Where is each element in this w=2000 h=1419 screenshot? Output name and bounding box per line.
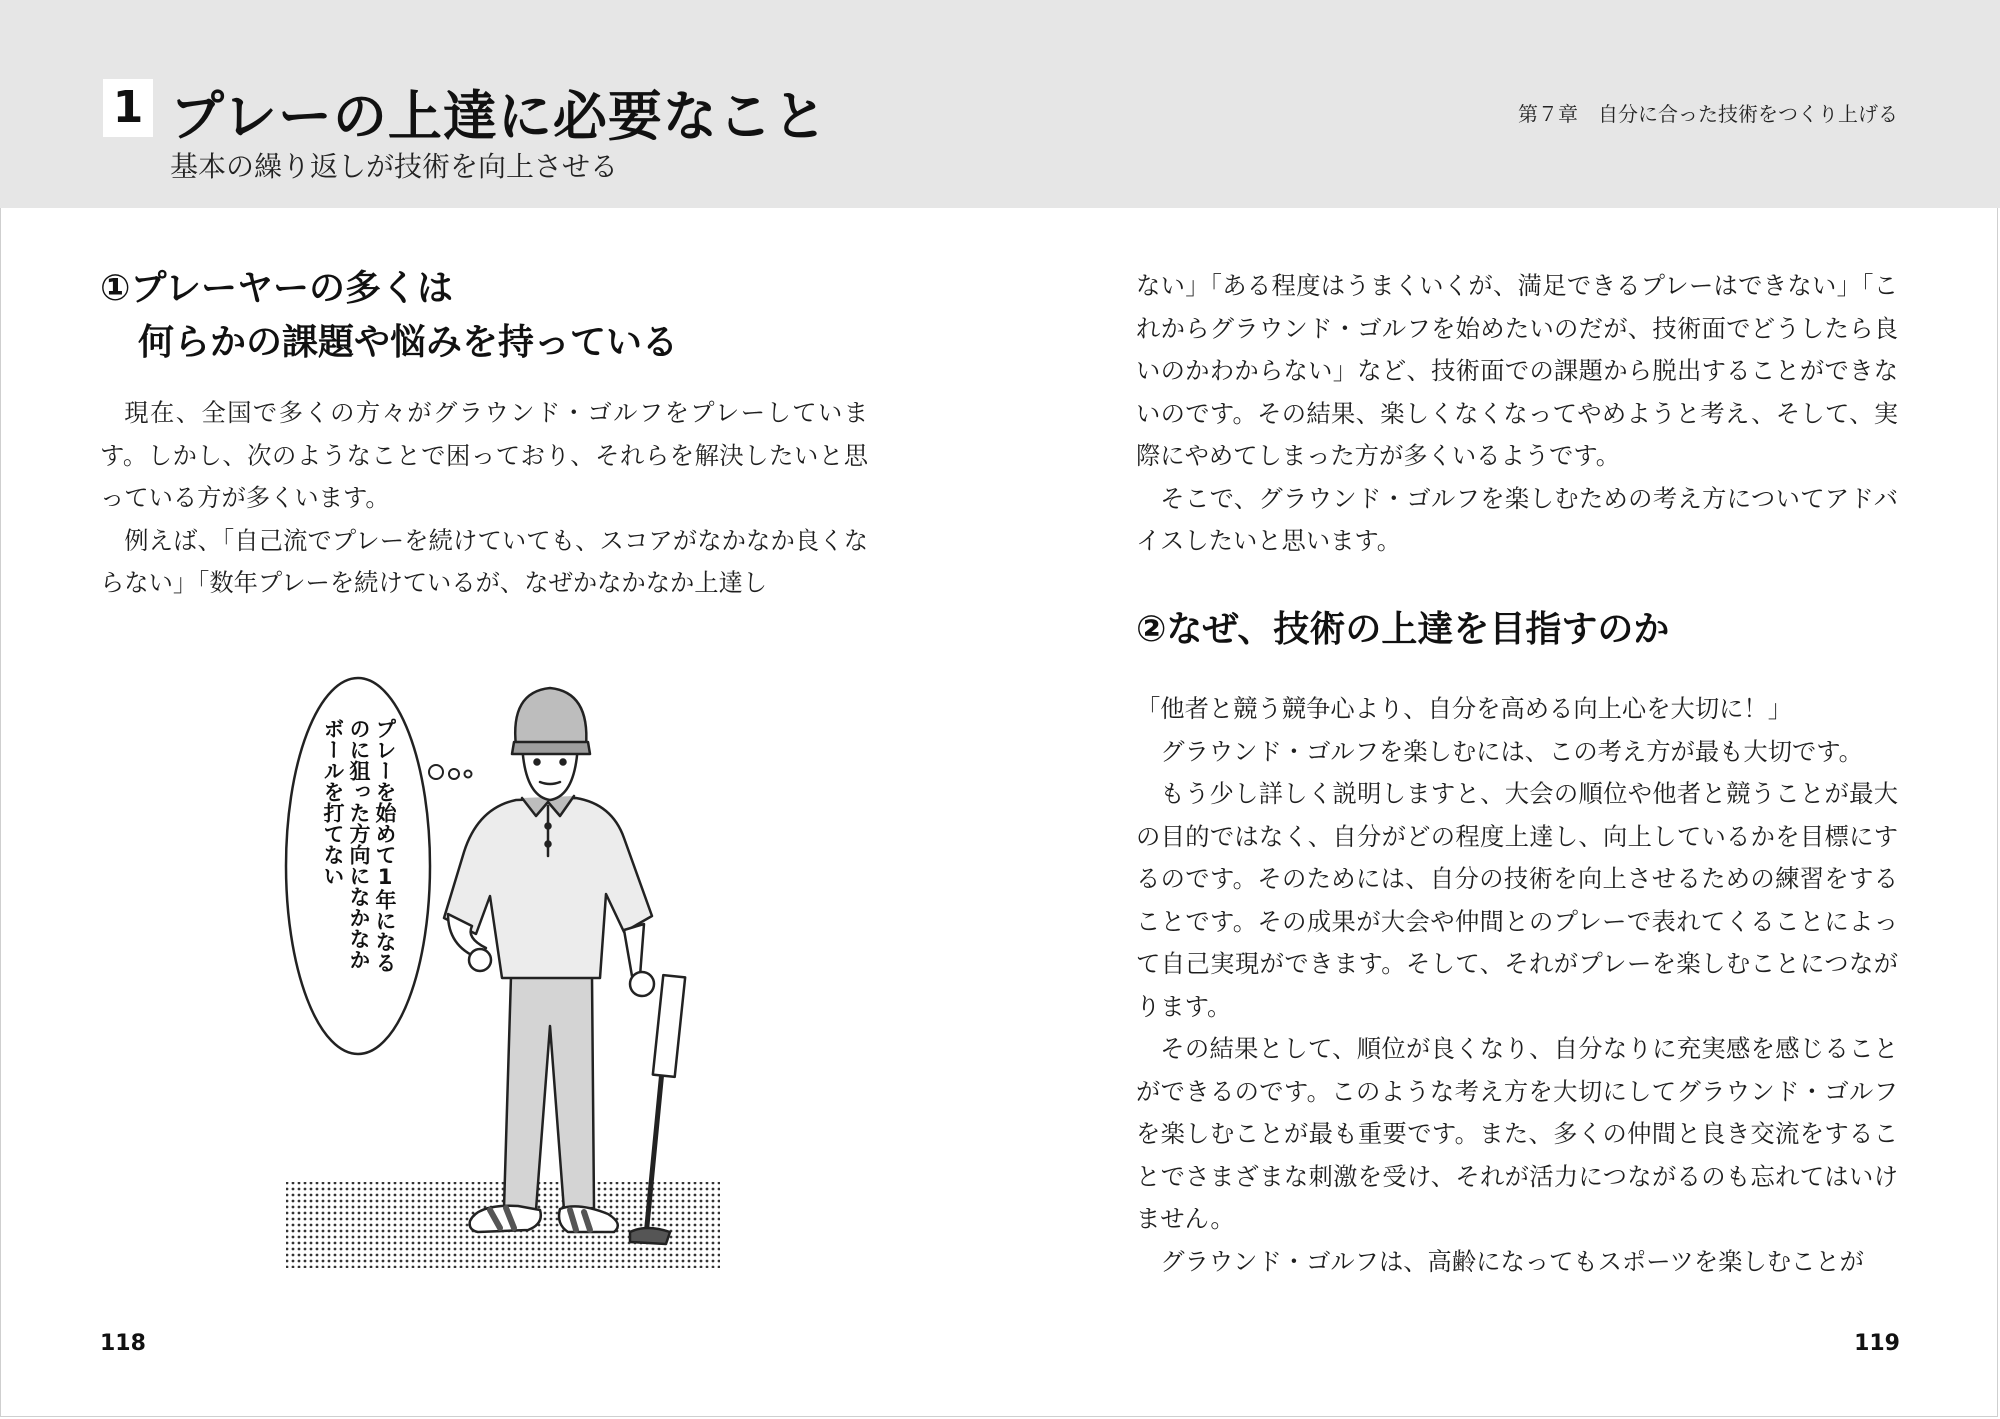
right-paragraph-1: ない」「ある程度はうまくいくが、満足できるプレーはできない」「これからグラウンド・ゴルフを始めたいのだが、技術面でどうしたら良いのかわからない」など、技術面での課題から脱出することができないのです。その結果、楽しくなくなってやめようと考え、そして、実際にやめてしまった方が多くいるようです。 (1136, 271, 1898, 470)
thought-dot-1 (429, 765, 443, 779)
page-number-left: 118 (100, 1331, 146, 1356)
left-paragraph-2: 例えば、「自己流でプレーを続けていても、スコアがなかなか良くならない」「数年プレーを続けているが、なぜかなかなか上達し (100, 525, 868, 597)
right-body-top (1136, 265, 1898, 563)
right-quote: 「他者と競う競争心より、自分を高める向上心を大切に！」 (1136, 694, 1793, 723)
right-paragraph-2: そこで、グラウンド・ゴルフを楽しむための考え方についてアドバイスしたいと思います。 (1136, 483, 1898, 555)
left-heading-line2: 何らかの課題や悩みを持っている (138, 322, 679, 363)
page-number-right: 119 (1854, 1331, 1900, 1356)
right-paragraph-4: もう少し詳しく説明しますと、大会の順位や他者と競うことが最大の目的ではなく、自分がどの程度上達し、向上しているかを目標にするのです。そのためには、自分の技術を向上させるための練習をすることです。その成果が大会や仲間とのプレーで表れてくることによって自己実現ができます。そして、それがプレーを楽しむことにつながります。 (1136, 779, 1898, 1021)
right-paragraph-6: グラウンド・ゴルフは、高齢になってもスポーツを楽しむことが (1160, 1246, 1864, 1276)
right-paragraph-3: グラウンド・ゴルフを楽しむには、この考え方が最も大切です。 (1160, 736, 1863, 766)
right-body-bottom (1136, 688, 1898, 1283)
left-body (100, 392, 868, 605)
right-heading: ②なぜ、技術の上達を目指すのか (1136, 609, 1670, 650)
thought-dot-2 (449, 769, 459, 779)
thought-dot-3 (465, 771, 472, 778)
golfer-figure (444, 688, 685, 1244)
section-subtitle: 基本の繰り返しが技術を向上させる (170, 150, 619, 183)
section-number: 1 (103, 79, 153, 137)
section-title: プレーの上達に必要なこと (170, 85, 828, 148)
right-paragraph-5: その結果として、順位が良くなり、自分なりに充実感を感じることができるのです。このような考え方を大切にしてグラウンド・ゴルフを楽しむことが最も重要です。また、多くの仲間と良き交流をすることでさまざまな刺激を受け、それが活力につながるのも忘れてはいけません。 (1136, 1034, 1898, 1233)
left-heading (100, 262, 678, 370)
running-head: 第７章 自分に合った技術をつくり上げる (1518, 102, 1898, 126)
left-paragraph-1: 現在、全国で多くの方々がグラウンド・ゴルフをプレーしています。しかし、次のようなことで困っており、それらを解決したいと思っている方が多くいます。 (100, 398, 868, 512)
speech-bubble-text: プレーを始めて1年になる のに狙った方向になかなか ボールを打てない (321, 718, 397, 973)
left-heading-line1: ①プレーヤーの多くは (100, 268, 454, 309)
